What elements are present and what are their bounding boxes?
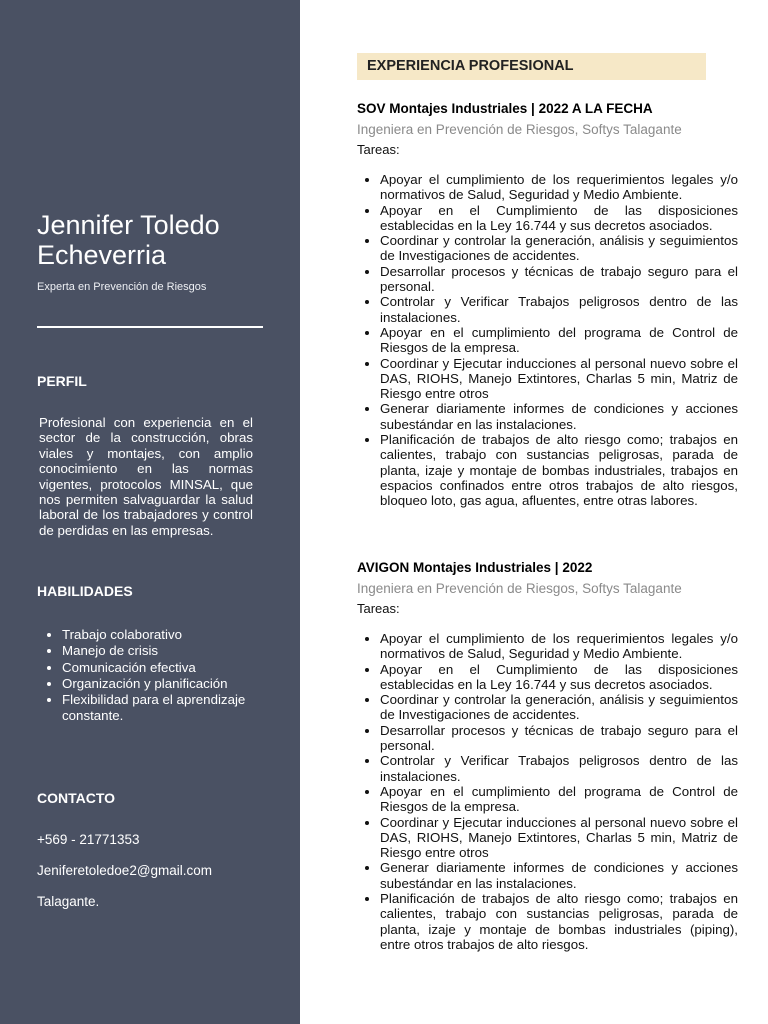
- job-role: Ingeniera en Prevención de Riesgos, Softys Talagante: [357, 122, 682, 137]
- task-item: • Apoyar el cumplimiento de los requerimientos legales y/o normativos de Salud, Seguridad y Medio Ambiente.: [380, 172, 738, 203]
- task-item: • Desarrollar procesos y técnicas de trabajo seguro para el personal.: [380, 723, 738, 754]
- task-item: • Apoyar en el Cumplimiento de las disposiciones establecidas en la Ley 16.744 y sus decretos asociados.: [380, 203, 738, 234]
- main-content: [357, 0, 738, 1024]
- sidebar: [0, 0, 300, 1024]
- task-item: • Apoyar en el cumplimiento del programa de Control de Riesgos de la empresa.: [380, 325, 738, 356]
- task-item: • Apoyar en el Cumplimiento de las disposiciones establecidas en la Ley 16.744 y sus decretos asociados.: [380, 662, 738, 693]
- skill-item: • Comunicación efectiva: [62, 660, 292, 676]
- task-item: • Coordinar y Ejecutar inducciones al personal nuevo sobre el DAS, RIOHS, Manejo Extintores, Charlas 5 min, Matriz de Riesgo entre otros: [380, 815, 738, 861]
- task-item: • Controlar y Verificar Trabajos peligrosos dentro de las instalaciones.: [380, 294, 738, 325]
- skill-item: • Manejo de crisis: [62, 643, 292, 659]
- skills-heading: HABILIDADES: [37, 583, 133, 599]
- task-item: • Coordinar y controlar la generación, análisis y seguimientos de Investigaciones de accidentes.: [380, 692, 738, 723]
- contact-location: Talagante.: [37, 894, 100, 909]
- contact-email: Jeniferetoledoe2@gmail.com: [37, 863, 213, 878]
- contact-heading: CONTACTO: [37, 790, 116, 806]
- task-list: [357, 631, 738, 952]
- task-item: • Generar diariamente informes de condiciones y acciones subestándar en las instalaciones.: [380, 401, 738, 432]
- task-item: • Planificación de trabajos de alto riesgo como; trabajos en calientes, trabajo con sustancias peligrosas, parada de planta, izaje y montaje de bombas industriales (piping), entre otros trabajos de alto riesgos.: [380, 891, 738, 952]
- skill-item: • Organización y planificación: [62, 676, 292, 692]
- candidate-name: Jennifer Toledo Echeverria: [37, 210, 220, 270]
- job-entry-avigon: [357, 559, 738, 952]
- task-item: • Controlar y Verificar Trabajos peligrosos dentro de las instalaciones.: [380, 753, 738, 784]
- task-item: • Apoyar en el cumplimiento del programa de Control de Riesgos de la empresa.: [380, 784, 738, 815]
- experience-heading: EXPERIENCIA PROFESIONAL: [357, 53, 706, 80]
- task-item: • Coordinar y Ejecutar inducciones al personal nuevo sobre el DAS, RIOHS, Manejo Extintores, Charlas 5 min, Matriz de Riesgo entre otros: [380, 356, 738, 402]
- task-item: • Desarrollar procesos y técnicas de trabajo seguro para el personal.: [380, 264, 738, 295]
- skill-item: • Flexibilidad para el aprendizaje constante.: [62, 692, 292, 725]
- task-item: • Apoyar el cumplimiento de los requerimientos legales y/o normativos de Salud, Seguridad y Medio Ambiente.: [380, 631, 738, 662]
- task-item: • Planificación de trabajos de alto riesgo como; trabajos en calientes, trabajo con sustancias peligrosas, parada de planta, izaje y montaje de bombas industriales, trabajos en espacios confinados entre otros trabajos de alto riesgos, bloqueo loto, gas agua, afluentes, entre otras labores.: [380, 432, 738, 508]
- job-role: Ingeniera en Prevención de Riesgos, Softys Talagante: [357, 581, 682, 596]
- skill-item: • Trabajo colaborativo: [62, 627, 292, 643]
- divider: [37, 326, 263, 328]
- profile-text: Profesional con experiencia en el sector de la construcción, obras viales y montajes, con amplio conocimiento en las normas vigentes, protocolos MINSAL, que nos permiten salvaguardar la salud laboral de los trabajadores y control de perdidas en las empresas.: [39, 415, 253, 538]
- profile-heading: PERFIL: [37, 373, 87, 389]
- task-list: [357, 172, 738, 509]
- candidate-subtitle: Experta en Prevención de Riesgos: [37, 281, 207, 293]
- job-entry-sov: [357, 100, 738, 509]
- task-item: • Generar diariamente informes de condiciones y acciones subestándar en las instalaciones.: [380, 860, 738, 891]
- tasks-label: Tareas:: [357, 142, 400, 157]
- job-title: AVIGON Montajes Industriales | 2022: [357, 560, 593, 575]
- job-title: SOV Montajes Industriales | 2022 A LA FECHA: [357, 101, 653, 116]
- contact-phone: +569 - 21771353: [37, 832, 140, 847]
- tasks-label: Tareas:: [357, 601, 400, 616]
- skills-list: [37, 627, 292, 725]
- task-item: • Coordinar y controlar la generación, análisis y seguimientos de Investigaciones de accidentes.: [380, 233, 738, 264]
